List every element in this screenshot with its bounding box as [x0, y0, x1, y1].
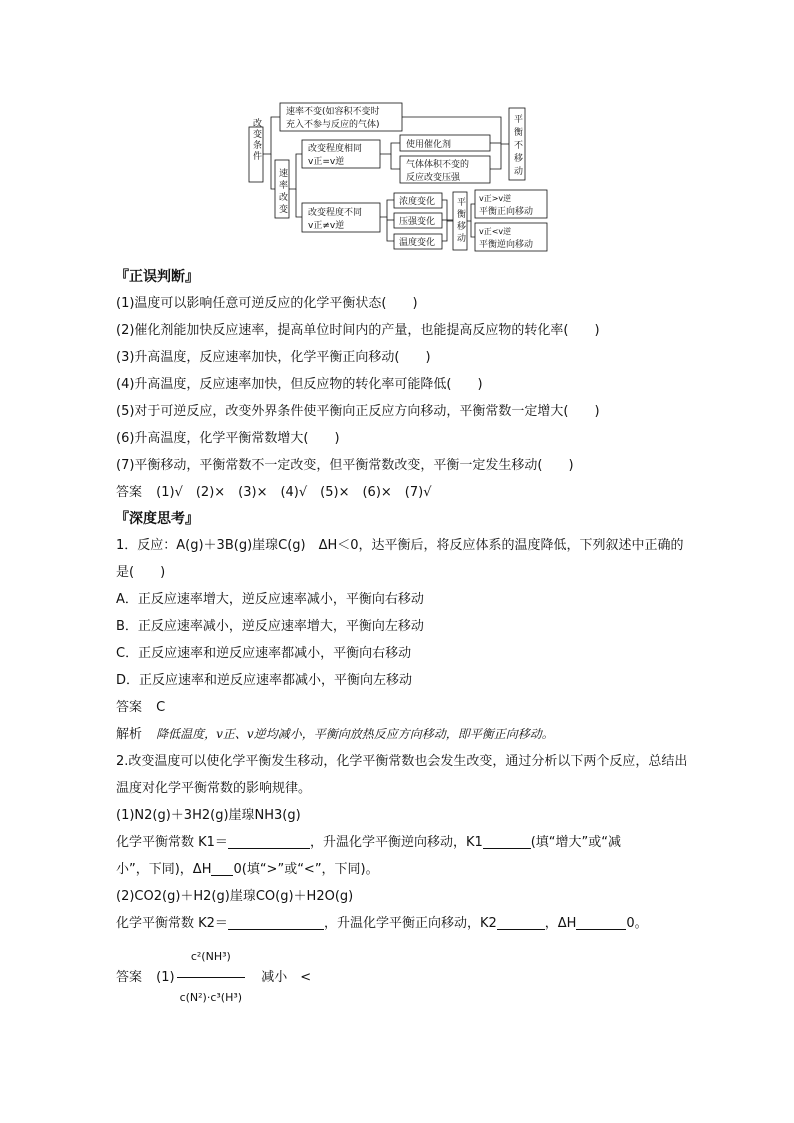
- question-1: 1．反应：A(g)＋3B(g)崖瑔C(g) ΔH＜0，达平衡后，将反应体系的温度降低，下列叙述中正确的是( ): [116, 538, 684, 580]
- judgement-answer: [116, 479, 696, 506]
- gas-volume-line2: 反应改变压强: [406, 173, 461, 183]
- catalyst-label: 使用催化剂: [406, 140, 452, 150]
- same-degree-line1: 改变程度相同: [308, 144, 363, 154]
- blank-dh2[interactable]: [576, 915, 626, 930]
- no-shift-label: 平衡不移动: [512, 114, 522, 179]
- q1-explanation: 解析 降低温度，v正、v逆均减小，平衡向放热反应方向移动，即平衡正向移动。: [116, 727, 554, 742]
- blank-k2[interactable]: [228, 915, 324, 930]
- blank-dh1[interactable]: [211, 861, 233, 876]
- gas-volume-line1: 气体体积不变的: [406, 160, 470, 170]
- shift-label: 平衡移动: [455, 197, 465, 245]
- diff-degree-line2: v正≠v逆: [308, 221, 345, 231]
- judgement-item-2: (2)催化剂能加快反应速率，提高单位时间内的产量，也能提高反应物的转化率( ): [116, 323, 600, 338]
- q2-answer: 答案 (1) $\frac{\text{c²(NH³)}}{\text{c(N²)·c³(H³)}}$ 减小 <: [116, 937, 696, 1018]
- rate-unchanged-line2: 充入不参与反应的气体): [286, 120, 380, 130]
- section-heading-judgement: 『正误判断』: [115, 269, 199, 285]
- rate-unchanged-line1: 速率不变(如容积不变时: [286, 107, 380, 117]
- backward-line1: v正<v逆: [479, 227, 512, 236]
- content-page: [116, 264, 696, 1018]
- pressure-label: 压强变化: [399, 217, 436, 227]
- temp-label: 温度变化: [399, 238, 436, 248]
- reaction-1: (1)N2(g)＋3H2(g)崖瑔NH3(g): [116, 808, 301, 823]
- reaction-2: (2)CO2(g)＋H2(g)崖瑔CO(g)＋H2O(g): [116, 889, 354, 904]
- judgement-item-4: (4)升高温度，反应速率加快，但反应物的转化率可能降低( ): [116, 377, 483, 392]
- root-label: 改变条件: [251, 118, 261, 162]
- option-b: B．正反应速率减小，逆反应速率增大，平衡向左移动: [116, 619, 424, 634]
- answer-fraction: $\frac{\text{c²(NH³)}}{\text{c(N²)·c³(H³)}}$: [177, 937, 246, 1018]
- forward-line1: v正>v逆: [479, 194, 512, 203]
- flowchart-svg: [248, 100, 548, 255]
- diff-degree-line1: 改变程度不同: [308, 208, 363, 218]
- equilibrium-shift-diagram: [248, 100, 548, 255]
- forward-line2: 平衡正向移动: [479, 207, 534, 217]
- conc-label: 浓度变化: [399, 197, 436, 207]
- answer-text: (1)√ (2)× (3)× (4)√ (5)× (6)× (7)√: [156, 485, 432, 500]
- reaction-2-blanks: 化学平衡常数 K2＝ ，升温化学平衡正向移动，K2 ，ΔH 0。: [116, 916, 648, 931]
- q1-answer: 答案 C: [116, 700, 166, 715]
- option-a: A．正反应速率增大，逆反应速率减小，平衡向右移动: [116, 592, 424, 607]
- blank-k2-change[interactable]: [497, 915, 545, 930]
- reaction-1-blanks-cont: 小”，下同)，ΔH 0(填“>”或“<”，下同)。: [116, 862, 379, 877]
- backward-line2: 平衡逆向移动: [479, 240, 534, 250]
- option-c: C．正反应速率和逆反应速率都减小，平衡向右移动: [116, 646, 412, 661]
- same-degree-line2: v正=v逆: [308, 157, 345, 167]
- answer-label: 答案: [116, 485, 143, 500]
- question-2: 2.改变温度可以使化学平衡发生移动，化学平衡常数也会发生改变，通过分析以下两个反应，总结出温度对化学平衡常数的影响规律。: [116, 754, 688, 796]
- blank-k1-change[interactable]: [483, 834, 531, 849]
- reaction-1-blanks: 化学平衡常数 K1＝ ，升温化学平衡逆向移动，K1 (填“增大”或“减: [116, 835, 622, 850]
- option-d: D．正反应速率和逆反应速率都减小，平衡向左移动: [116, 673, 413, 688]
- judgement-item-1: (1)温度可以影响任意可逆反应的化学平衡状态( ): [116, 296, 418, 311]
- judgement-item-3: (3)升高温度，反应速率加快，化学平衡正向移动( ): [116, 350, 431, 365]
- section-heading-thinking: 『深度思考』: [115, 511, 199, 527]
- blank-k1[interactable]: [228, 834, 310, 849]
- judgement-item-6: (6)升高温度，化学平衡常数增大( ): [116, 431, 340, 446]
- judgement-item-7: (7)平衡移动，平衡常数不一定改变，但平衡常数改变，平衡一定发生移动( ): [116, 458, 574, 473]
- judgement-item-5: (5)对于可逆反应，改变外界条件使平衡向正反应方向移动，平衡常数一定增大( ): [116, 404, 600, 419]
- rate-changed-label: 速率改变: [277, 168, 287, 216]
